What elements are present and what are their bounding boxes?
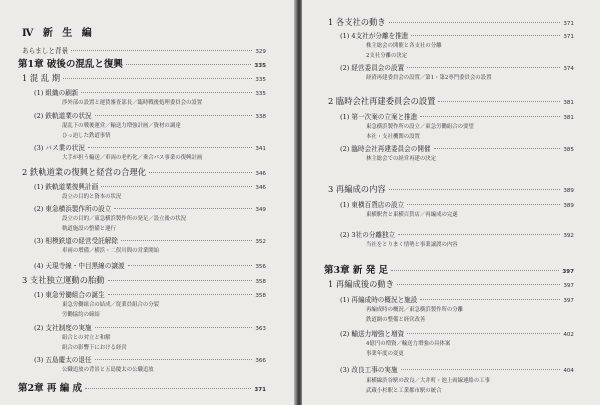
section-entry: 2 鉄軌道業の復興と経営の合理化 346 — [22, 167, 266, 177]
subsection-entry: (3) 相模鉄道の経営受託解除 352 — [34, 237, 266, 245]
toc-note: 本社・支社機関の設置 — [366, 134, 420, 140]
toc-note: 事業年度の変更 — [366, 351, 404, 357]
section-entry: 1 各支社の動き 371 — [328, 17, 574, 27]
subsection-entry: (1) 組織の刷新 335 — [34, 89, 266, 97]
toc-note: 鉄道網の整備と経営改善 — [366, 317, 426, 323]
subsection-entry: (3) バス業の状況 341 — [34, 144, 266, 152]
section-entry: 3 再編成の内容 389 — [328, 184, 574, 194]
subsection-entry: (1) 第一次案の立案と推進 381 — [340, 113, 574, 121]
subsection-entry: (1) 東横百貨店の設立 389 — [340, 201, 574, 209]
toc-note: 設立の目的／東急横浜製作所の発足／設立後の状況 — [62, 216, 186, 222]
subsection-entry: (3) 五島慶太の退任 366 — [34, 356, 266, 364]
right-page — [302, 0, 600, 405]
toc-note: 当社をとりまく情勢と事業譲渡の内容 — [366, 242, 458, 248]
part-title: Ⅳ 新 生 編 — [22, 28, 95, 39]
subsection-entry: (2) 3社の分離独立 392 — [340, 231, 574, 239]
section-entry: 2 臨時会社再建委員会の設置 381 — [328, 96, 574, 106]
subsection-entry: (1) 再編成時の概況と施設 397 — [340, 296, 574, 304]
subsection-entry: (3) 改良工事の実施 404 — [340, 366, 574, 374]
toc-note: 混乱下の戦後運営／輸送力増強計画／資材の調達 — [62, 123, 181, 129]
subsection-entry: (4) 天現寺線・中目黒線の譲渡 356 — [34, 262, 266, 270]
chapter-entry: 第1章 破後の混乱と復興 335 — [18, 59, 266, 70]
toc-entry: あらましと背景 329 — [22, 47, 266, 55]
toc-note: 東急労働組合の結成／従業員組合の分裂 — [62, 302, 160, 308]
subsection-entry: (2) 支社制度の実施 363 — [34, 324, 266, 332]
toc-note: 設立の目的と資本の状況 — [62, 194, 122, 200]
toc-note: 東横駅舎と東横百貨店／再編成の完遂 — [366, 212, 458, 218]
toc-note: 林主総会での経営再建の決定 — [366, 156, 437, 162]
toc-note: 再編成時の概況／東急横浜製作所の分離 — [366, 307, 464, 313]
toc-note: 東急横浜製作所の設立／東急労働組合の要望 — [366, 124, 474, 130]
left-page — [0, 0, 296, 405]
toc-note: 労働協約の締結 — [62, 312, 100, 318]
section-entry: 3 支社独立運動の胎動 358 — [22, 275, 266, 285]
section-entry: 1 混 乱 期 335 — [22, 73, 266, 83]
section-entry: 1 再編成後の動き 397 — [328, 279, 574, 289]
toc-note: 東横線渋谷駅の改良／大井町・池上両線連絡の工事 — [366, 378, 490, 384]
toc-note: 組合の影響下における経営 — [62, 345, 127, 351]
subsection-entry: (1) 東急労働組合の誕生 358 — [34, 291, 266, 299]
toc-note: 4億円の増資／輸送力増強の具体案 — [366, 341, 451, 347]
chapter-entry: 第3章 新 発 足 397 — [324, 265, 574, 276]
toc-note: 武蔵小杉駅と工業都市駅の統合 — [366, 388, 442, 394]
toc-note: 組合との対立と和解 — [62, 335, 111, 341]
subsection-entry: (2) 経営委員会の設置 374 — [340, 64, 574, 72]
toc-note: 経済再建委員会の設置／第1・第2専門委員会の設置 — [366, 75, 492, 81]
toc-note: ひっ迫した鉄道事情 — [62, 133, 111, 139]
chapter-entry: 第2章 再 編 成 371 — [18, 383, 266, 394]
toc-note: 公職追放の背景と五島慶太の公職追放 — [62, 367, 154, 373]
toc-note: 車両の増備／横浜・二俣川間の営業開始 — [62, 248, 160, 254]
toc-note: 株主総会の開催と各支社の分離 — [366, 43, 442, 49]
toc-note: 2支社分離の決定 — [366, 53, 408, 59]
toc-note: 大手が担う輸送／車両の老朽化／乗合バス事業の復興計画 — [62, 155, 203, 161]
subsection-entry: (1) 4支社が分離を推進 371 — [340, 32, 574, 40]
subsection-entry: (2) 輸送力増強と増資 402 — [340, 330, 574, 338]
toc-note: 渉外部の設置と運賃審査部長／臨時戦後処理委員会の設置 — [62, 100, 203, 106]
subsection-entry: (2) 東急横浜製作所の設立 349 — [34, 205, 266, 213]
subsection-entry: (2) 鉄軌道業の状況 338 — [34, 112, 266, 120]
subsection-entry: (1) 鉄軌道業復興計画 346 — [34, 183, 266, 191]
subsection-entry: (2) 臨時会社再建委員会の開催 385 — [340, 145, 574, 153]
toc-note: 軌道施設の整備と運行 — [62, 226, 116, 232]
